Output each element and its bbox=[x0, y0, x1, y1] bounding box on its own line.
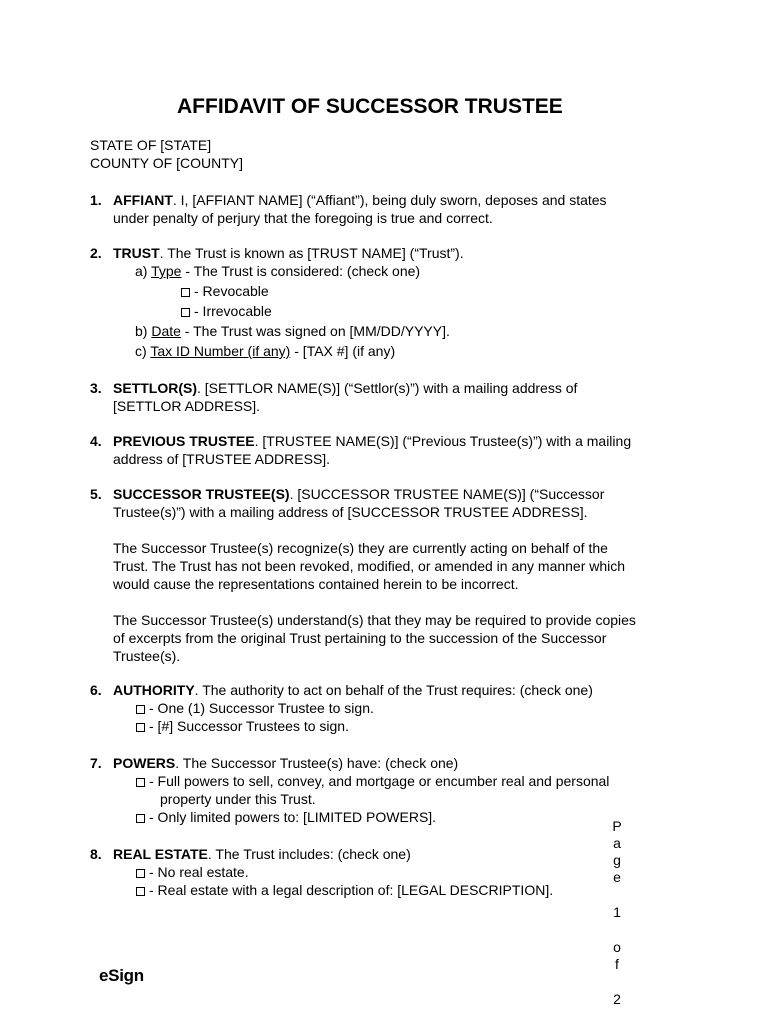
trust-date-label: Date bbox=[151, 323, 181, 339]
section-text: . [SUCCESSOR TRUSTEE NAME(S)] (“Successor bbox=[289, 486, 605, 502]
page-indicator bbox=[611, 818, 623, 1008]
list-marker: a) bbox=[135, 263, 152, 279]
section-affiant bbox=[90, 191, 690, 227]
section-number: 4. bbox=[90, 433, 102, 449]
list-marker: c) bbox=[135, 343, 151, 359]
checkbox-option-limited-powers[interactable] bbox=[113, 808, 690, 826]
section-previous-trustee bbox=[90, 432, 690, 468]
checkbox-option-real-estate[interactable] bbox=[113, 881, 690, 899]
option-label: - Full powers to sell, convey, and mortgage or encumber real and personal bbox=[149, 773, 610, 789]
checkbox-icon[interactable] bbox=[136, 887, 145, 896]
section-settlor bbox=[90, 379, 690, 415]
checkbox-icon[interactable] bbox=[136, 814, 145, 823]
section-number: 6. bbox=[90, 682, 102, 698]
paragraph-line: would cause the representations contained herein to be incorrect. bbox=[113, 576, 519, 592]
county-line: COUNTY OF [COUNTY] bbox=[90, 155, 243, 171]
recognition-paragraph bbox=[113, 539, 690, 593]
section-heading: REAL ESTATE bbox=[113, 846, 208, 862]
checkbox-option-revocable[interactable] bbox=[113, 282, 690, 300]
section-trust bbox=[90, 244, 690, 360]
section-number: 1. bbox=[90, 192, 102, 208]
section-heading: AFFIANT bbox=[113, 192, 173, 208]
section-heading: SUCCESSOR TRUSTEE(S) bbox=[113, 486, 290, 502]
checkbox-option-multiple-trustees[interactable] bbox=[113, 717, 690, 735]
checkbox-icon[interactable] bbox=[136, 705, 145, 714]
trust-type-line bbox=[113, 262, 690, 280]
page-indicator-char: g bbox=[613, 852, 621, 868]
section-real-estate bbox=[90, 845, 690, 899]
section-number: 5. bbox=[90, 486, 102, 502]
checkbox-option-no-real-estate[interactable] bbox=[113, 863, 690, 881]
section-text: address of [TRUSTEE ADDRESS]. bbox=[113, 451, 331, 467]
paragraph-line: Trust. The Trust has not been revoked, modified, or amended in any manner which bbox=[113, 558, 626, 574]
tax-id-text: - [TAX #] (if any) bbox=[290, 343, 396, 359]
trust-type-text: - The Trust is considered: (check one) bbox=[181, 263, 421, 279]
option-label: - Revocable bbox=[194, 283, 269, 299]
section-text: . The Trust is known as [TRUST NAME] (“Trust”). bbox=[159, 245, 464, 261]
option-label: - [#] Successor Trustees to sign. bbox=[149, 718, 349, 734]
section-heading: POWERS bbox=[113, 755, 176, 771]
section-powers bbox=[90, 754, 690, 826]
section-authority bbox=[90, 681, 690, 735]
section-number: 3. bbox=[90, 380, 102, 396]
option-label: - Real estate with a legal description of: [LEGAL DESCRIPTION]. bbox=[149, 882, 554, 898]
section-number: 7. bbox=[90, 755, 102, 771]
page-indicator-gap bbox=[611, 921, 623, 939]
section-heading: SETTLOR(S) bbox=[113, 380, 197, 396]
section-text: . [SETTLOR NAME(S)] (“Settlor(s)”) with a mailing address of bbox=[197, 380, 578, 396]
venue-block bbox=[90, 136, 243, 172]
checkbox-icon[interactable] bbox=[181, 288, 190, 297]
checkbox-icon[interactable] bbox=[136, 869, 145, 878]
section-text: . The Trust includes: (check one) bbox=[207, 846, 411, 862]
page-indicator-char: o bbox=[613, 939, 621, 955]
section-heading: PREVIOUS TRUSTEE bbox=[113, 433, 255, 449]
section-text: . [TRUSTEE NAME(S)] (“Previous Trustee(s)”) with a mailing bbox=[254, 433, 632, 449]
document-title: AFFIDAVIT OF SUCCESSOR TRUSTEE bbox=[177, 95, 563, 118]
paragraph-line: Trustee(s). bbox=[113, 648, 181, 664]
checkbox-icon[interactable] bbox=[136, 778, 145, 787]
section-text: . The authority to act on behalf of the Trust requires: (check one) bbox=[194, 682, 593, 698]
option-label-continuation: property under this Trust. bbox=[160, 791, 316, 807]
page-indicator-char: 1 bbox=[613, 904, 621, 920]
section-successor-trustee bbox=[90, 485, 690, 665]
section-number: 2. bbox=[90, 245, 102, 261]
section-text: . The Successor Trustee(s) have: (check one) bbox=[175, 755, 459, 771]
paragraph-line: The Successor Trustee(s) understand(s) that they may be required to provide copies bbox=[113, 612, 636, 628]
trust-date-text: - The Trust was signed on [MM/DD/YYYY]. bbox=[180, 323, 450, 339]
section-text: Trustee(s)”) with a mailing address of [SUCCESSOR TRUSTEE ADDRESS]. bbox=[113, 504, 588, 520]
tax-id-line bbox=[113, 342, 690, 360]
tax-id-label: Tax ID Number (if any) bbox=[150, 343, 291, 359]
understanding-paragraph bbox=[113, 611, 690, 665]
option-label: - Irrevocable bbox=[194, 303, 272, 319]
trust-type-label: Type bbox=[151, 263, 182, 279]
option-label: - Only limited powers to: [LIMITED POWERS]. bbox=[149, 809, 437, 825]
option-label: - No real estate. bbox=[149, 864, 249, 880]
page-indicator-char: e bbox=[613, 869, 621, 885]
checkbox-option-irrevocable[interactable] bbox=[113, 302, 690, 320]
section-heading: AUTHORITY bbox=[113, 682, 195, 698]
checkbox-icon[interactable] bbox=[181, 308, 190, 317]
page-indicator-gap bbox=[611, 886, 623, 904]
checkbox-option-full-powers[interactable] bbox=[113, 772, 690, 790]
section-text: [SETTLOR ADDRESS]. bbox=[113, 398, 261, 414]
section-text: . I, [AFFIANT NAME] (“Affiant”), being duly sworn, deposes and states bbox=[172, 192, 607, 208]
page-indicator-gap bbox=[611, 973, 623, 991]
paragraph-line: The Successor Trustee(s) recognize(s) they are currently acting on behalf of the bbox=[113, 540, 608, 556]
page-indicator-char: 2 bbox=[613, 991, 621, 1007]
page-indicator-char: a bbox=[613, 835, 621, 851]
checkbox-option-one-trustee[interactable] bbox=[113, 699, 690, 717]
section-number: 8. bbox=[90, 846, 102, 862]
section-heading: TRUST bbox=[113, 245, 160, 261]
page-indicator-char: P bbox=[612, 818, 622, 834]
paragraph-line: of excerpts from the original Trust pertaining to the succession of the Successor bbox=[113, 630, 607, 646]
state-line: STATE OF [STATE] bbox=[90, 137, 212, 153]
trust-date-line bbox=[113, 322, 690, 340]
section-text: under penalty of perjury that the foregoing is true and correct. bbox=[113, 210, 493, 226]
list-marker: b) bbox=[135, 323, 152, 339]
checkbox-icon[interactable] bbox=[136, 723, 145, 732]
option-label: - One (1) Successor Trustee to sign. bbox=[149, 700, 374, 716]
esign-logo: eSign bbox=[99, 966, 144, 985]
page-indicator-char: f bbox=[615, 956, 619, 972]
